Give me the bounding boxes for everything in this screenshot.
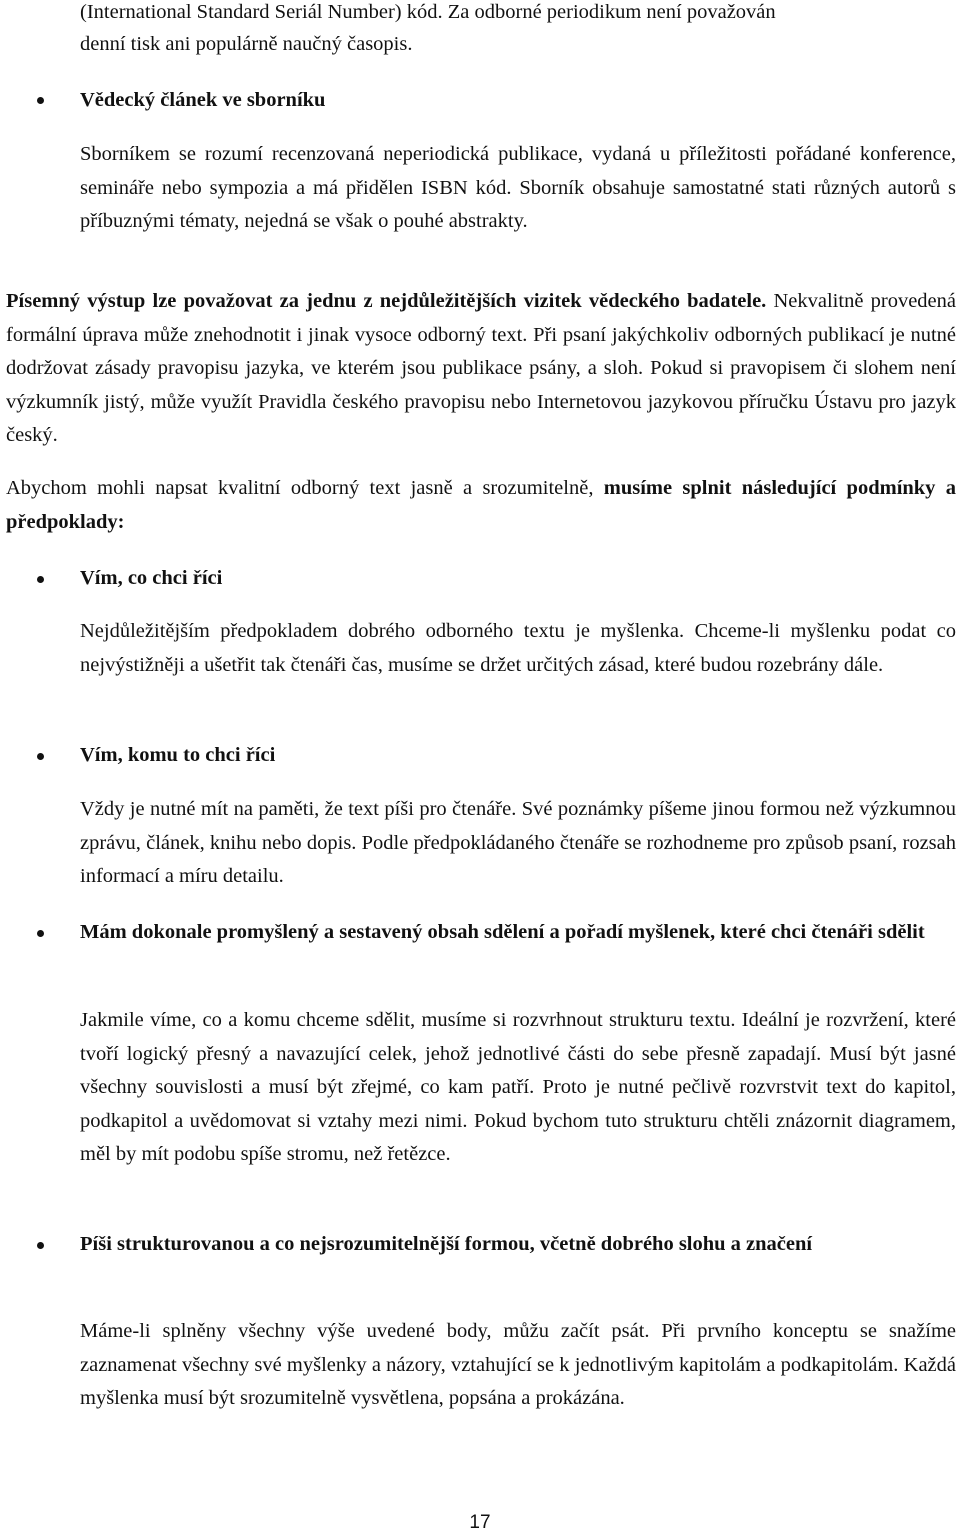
sbornik-body: Sborníkem se rozumí recenzovaná neperiodická publikace, vydaná u příležitosti pořádané konference, semináře nebo sympozia a má přidělen ISBN kód. Sborník obsahuje samostatné stati různých autorů s příbuznými tématy, nejedná se však o pouhé abstrakty.: [80, 143, 956, 232]
top-fragment-line1: (International Standard Seriál Number) kód. Za odborné periodikum není považován: [80, 1, 776, 23]
vystup-rest: Nekvalitně provedená formální úprava může znehodnotit i jinak vysoce odborný text. Při psaní jakýchkoliv odborných publikací je nutné dodržovat zásady pravopisu jazyka, ve kterém jsou publikace psány, a sloh. Pokud si pravopisem či slohem není výzkumník jistý, může využít Pravidla českého pravopisu nebo Internetovou jazykovou příručku Ústavu pro jazyk český.: [6, 290, 956, 446]
bullet-icon: [37, 930, 44, 937]
bullet-icon: [37, 1242, 44, 1249]
item-heading: Vím, komu to chci říci: [80, 744, 276, 766]
item-heading: Mám dokonale promyšlený a sestavený obsah sdělení a pořadí myšlenek, které chci čtenáři sdělit: [80, 921, 925, 943]
intro-paragraph: [6, 472, 956, 539]
vystup-paragraph: [6, 285, 956, 453]
top-fragment-line2: denní tisk ani populárně naučný časopis.: [80, 33, 413, 55]
item-body: Vždy je nutné mít na paměti, že text píši pro čtenáře. Své poznámky píšeme jinou formou než výzkumnou zprávu, článek, knihu nebo dopis. Podle předpokládaného čtenáře se rozhodneme pro způsob psaní, rozsah informací a míru detailu.: [80, 798, 956, 887]
bullet-icon: [37, 753, 44, 760]
item-body: Máme-li splněny všechny výše uvedené body, můžu začít psát. Při prvního konceptu se snažíme zaznamenat všechny své myšlenky a názory, vztahující se k jednotlivým kapitolám a podkapitolám. Každá myšlenka musí být srozumitelně vysvětlena, popsána a prokázána.: [80, 1320, 956, 1409]
page-number: 17: [469, 1512, 491, 1533]
intro-bold: musíme splnit následující podmínky a předpoklady:: [6, 477, 956, 533]
bullet-icon: [37, 576, 44, 583]
sbornik-heading: Vědecký článek ve sborníku: [80, 89, 326, 111]
bullet-icon: [37, 97, 44, 104]
vystup-bold-sentence: Písemný výstup lze považovat za jednu z nejdůležitějších vizitek vědeckého badatele.: [6, 290, 767, 312]
item-heading: Vím, co chci říci: [80, 567, 223, 589]
item-body: Nejdůležitějším předpokladem dobrého odborného textu je myšlenka. Chceme-li myšlenku podat co nejvýstižněji a ušetřit tak čtenáři čas, musíme se držet určitých zásad, které budou rozebrány dále.: [80, 620, 956, 676]
item-heading: Píši strukturovanou a co nejsrozumitelnější formou, včetně dobrého slohu a značení: [80, 1233, 813, 1255]
intro-normal: Abychom mohli napsat kvalitní odborný text jasně a srozumitelně,: [6, 477, 604, 499]
item-body: Jakmile víme, co a komu chceme sdělit, musíme si rozvrhnout strukturu textu. Ideální je rozvržení, které tvoří logický přesný a navazující celek, jehož jednotlivé části do sebe přesně zapadají. Musí být jasné všechny souvislosti a musí být zřejmé, co kam patří. Proto je nutné pečlivě rozvrstvit text do kapitol, podkapitol a uvědomovat si vztahy mezi nimi. Pokud bychom tuto strukturu chtěli znázornit diagramem, měl by mít podobu spíše stromu, než řetězce.: [80, 1009, 956, 1165]
